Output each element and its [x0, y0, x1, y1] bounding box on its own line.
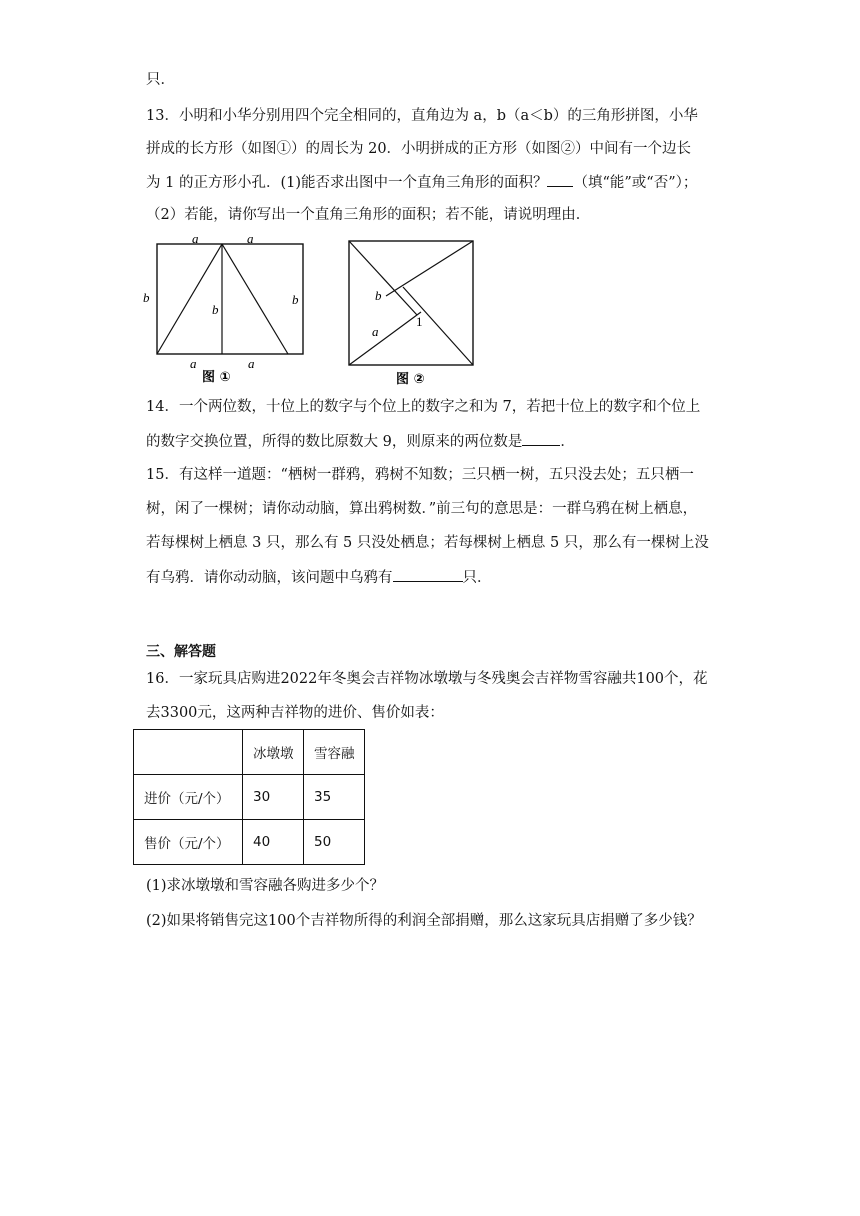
fig2-line-4	[349, 312, 421, 365]
fig1-label-top-right: a	[247, 232, 254, 246]
q16-line2: 去3300元，这两种吉祥物的进价、售价如表：	[146, 705, 444, 721]
q13-line3	[146, 172, 697, 193]
table-header-row	[134, 730, 365, 775]
fig2-label-hole: 1	[416, 314, 423, 329]
q13-line3a: 为 1 的正方形小孔．(1)能否求出图中一个直角三角形的面积？	[146, 175, 548, 191]
fig2-outer-square	[349, 241, 473, 365]
fig2-line-3	[403, 287, 473, 365]
q13-line2: 拼成的长方形（如图①）的周长为 20．小明拼成的正方形（如图②）中间有一个边长	[146, 141, 692, 157]
table-row	[134, 820, 365, 865]
q14-line2a: 的数字交换位置，所得的数比原数大 9，则原来的两位数是	[146, 434, 523, 450]
fig1-label-left: b	[143, 290, 150, 305]
q13-answer-blank[interactable]	[547, 172, 573, 187]
q15-line2: 树，闲了一棵树；请你动动脑，算出鸦树数．”前三句的意思是：一群乌鸦在树上栖息，	[146, 501, 698, 517]
q15-answer-blank[interactable]	[393, 567, 463, 582]
fig2-caption: 图 ②	[396, 372, 425, 387]
fig1-caption: 图 ①	[202, 370, 231, 385]
section-3-title: 三、解答题	[146, 644, 216, 660]
table-cell: 售价（元/个）	[134, 820, 243, 865]
fig1-label-bottom-right: a	[248, 356, 255, 371]
fig2-label-a: a	[372, 324, 379, 339]
q13-line3b: （填“能”或“否”）；	[573, 175, 698, 191]
table-cell: 进价（元/个）	[134, 775, 243, 820]
price-table	[133, 729, 365, 865]
fig1-left-diagonal	[157, 244, 222, 354]
fig1-label-bottom-left: a	[190, 356, 197, 371]
table-header-cell	[134, 730, 243, 775]
table-cell: 40	[243, 820, 304, 865]
fig2-line-2	[386, 241, 473, 296]
q15-line4b: 只．	[462, 570, 492, 586]
table-cell: 50	[304, 820, 365, 865]
q13-line4: （2）若能，请你写出一个直角三角形的面积；若不能，请说明理由．	[146, 207, 591, 223]
q14-line1: 14．一个两位数，十位上的数字与个位上的数字之和为 7，若把十位上的数字和个位上	[146, 399, 701, 415]
table-row	[134, 775, 365, 820]
q16-sub2: (2)如果将销售完这100个吉祥物所得的利润全部捐赠，那么这家玩具店捐赠了多少钱？	[146, 913, 702, 929]
q15-line4	[146, 567, 492, 588]
q15-line3: 若每棵树上栖息 3 只，那么有 5 只没处栖息；若每棵树上栖息 5 只，那么有一棵树上没	[146, 535, 709, 551]
q13-line1: 13．小明和小华分别用四个完全相同的，直角边为 a，b（a＜b）的三角形拼图，小华	[146, 108, 698, 124]
table-header-cell: 冰墩墩	[243, 730, 304, 775]
table-header-cell: 雪容融	[304, 730, 365, 775]
fig1-outer-rectangle	[157, 244, 303, 354]
fig1-label-top-left: a	[192, 232, 199, 246]
figure-1-rectangle	[140, 232, 310, 387]
q14-line2	[146, 431, 575, 452]
fig1-right-diagonal	[222, 244, 288, 354]
q14-answer-blank[interactable]	[522, 431, 560, 446]
table-cell: 35	[304, 775, 365, 820]
top-fragment: 只．	[146, 72, 175, 88]
q16-line1: 16．一家玩具店购进2022年冬奥会吉祥物冰墩墩与冬残奥会吉祥物雪容融共100个，花	[146, 671, 708, 687]
q15-line1: 15．有这样一道题：“栖树一群鸦，鸦树不知数；三只栖一树，五只没去处；五只栖一	[146, 467, 694, 483]
q16-sub1: (1)求冰墩墩和雪容融各购进多少个？	[146, 878, 385, 894]
fig1-label-middle: b	[212, 302, 219, 317]
fig2-label-b: b	[375, 288, 382, 303]
table-cell: 30	[243, 775, 304, 820]
q15-line4a: 有乌鸦．请你动动脑，该问题中乌鸦有	[146, 570, 393, 586]
figure-2-square	[340, 232, 490, 392]
fig2-line-1	[349, 241, 417, 315]
fig1-label-right: b	[292, 292, 299, 307]
q14-line2b: ．	[560, 434, 575, 450]
